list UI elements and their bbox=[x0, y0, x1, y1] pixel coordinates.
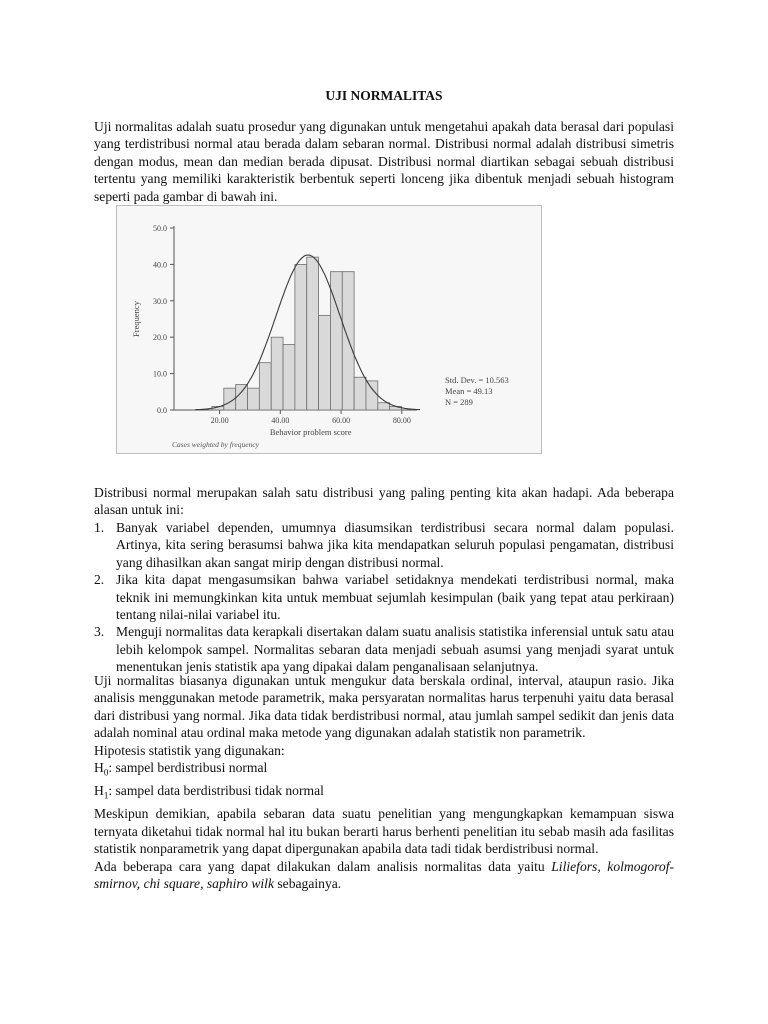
list-item-text: Jika kita dapat mengasumsikan bahwa variabel setidaknya mendekati terdistribusi normal, maka teknik ini memungkinkan kita untuk membuat sejumlah kesimpulan (baik yang tepat atau perkiraan) tentang nilai-nilai variabel itu. bbox=[116, 572, 674, 623]
histogram-bar bbox=[283, 344, 295, 410]
list-item-number: 2. bbox=[94, 572, 105, 588]
x-tick-label: 60.00 bbox=[332, 416, 351, 425]
methods-end: sebagainya. bbox=[273, 875, 342, 891]
reasons-list bbox=[94, 519, 674, 676]
histogram-bar bbox=[354, 377, 366, 410]
h1-text: : sampel data berdistribusi tidak normal bbox=[108, 783, 324, 799]
histogram-bar bbox=[248, 388, 260, 410]
y-tick-label: 40.0 bbox=[153, 260, 167, 270]
hypothesis-h0 bbox=[94, 759, 674, 782]
histogram-bar bbox=[295, 264, 307, 410]
hypothesis-h1 bbox=[94, 782, 674, 805]
usage-paragraph: Uji normalitas biasanya digunakan untuk mengukur data berskala ordinal, interval, ataupun rasio. Jika analisis menggunakan metode parametrik, maka persyaratan normalitas harus terpenuhi yaitu data berasal dari distribusi yang normal. Jika data tidak berdistribusi normal, atau jumlah sampel sedikit dan jenis data adalah nominal atau ordinal maka metode yang digunakan adalah statistik non parametrik. bbox=[94, 673, 674, 741]
hypothesis-title: Hipotesis statistik yang digunakan: bbox=[94, 742, 285, 758]
list-item bbox=[94, 571, 674, 623]
methods-list: Liliefors, kolmogorof-smirnov, chi square, saphiro wilk bbox=[94, 858, 674, 891]
page-title: UJI NORMALITAS bbox=[325, 88, 443, 103]
y-tick-label: 20.0 bbox=[153, 333, 167, 343]
list-item-number: 3. bbox=[94, 624, 105, 640]
histogram-chart bbox=[117, 206, 541, 453]
chart-footnote: Cases weighted by frequency bbox=[172, 440, 259, 449]
list-item-text: Menguji normalitas data kerapkali disertakan dalam suatu analisis statistika inferensial untuk satu atau lebih kelompok sampel. Normalitas sebaran data menjadi sebuah asumsi yang menjadi syarat untuk menentukan jenis statistik apa yang dipakai dalam penganalisaan selanjutnya. bbox=[116, 624, 674, 675]
intro-paragraph: Uji normalitas adalah suatu prosedur yang digunakan untuk mengetahui apakah data berasal dari populasi yang terdistribusi normal atau berada dalam sebaran normal. Distribusi normal adalah distribusi simetris dengan modus, mean dan median berada dipusat. Distribusi normal diartikan sebagai sebuah distribusi tertentu yang memiliki karakteristik berbentuk seperti lonceng jika dibentuk menjadi sebuah histogram seperti pada gambar di bawah ini. bbox=[94, 119, 674, 204]
list-item-number: 1. bbox=[94, 520, 105, 535]
histogram-bar bbox=[259, 363, 271, 410]
histogram-bar bbox=[342, 272, 354, 410]
however-paragraph: Meskipun demikian, apabila sebaran data suatu penelitian yang mengungkapkan kemampuan siswa ternyata diketahui tidak normal hal itu bukan berarti harus berhenti penelitian itu sebab masih ada fasilitas statistik nonparametrik yang dapat dipergunakan apabila data tadi tidak berdistribusi normal. bbox=[94, 806, 674, 857]
list-item bbox=[94, 519, 674, 571]
y-tick-label: 10.0 bbox=[153, 369, 167, 379]
histogram-bar bbox=[366, 381, 378, 410]
stats-label: Mean = 49.13 bbox=[445, 386, 493, 396]
list-item bbox=[94, 623, 674, 675]
histogram-bar bbox=[236, 385, 248, 410]
stats-label: N = 289 bbox=[445, 397, 473, 407]
histogram-figure bbox=[116, 205, 542, 454]
x-tick-label: 20.00 bbox=[210, 416, 229, 425]
h0-label: H bbox=[94, 760, 104, 776]
h1-subscript: 1 bbox=[103, 790, 109, 801]
y-tick-label: 30.0 bbox=[153, 296, 167, 306]
x-tick-label: 40.00 bbox=[271, 416, 290, 425]
histogram-bar bbox=[378, 403, 390, 410]
stats-label: Std. Dev. = 10.563 bbox=[445, 375, 509, 385]
y-axis-label: Frequency bbox=[131, 301, 141, 337]
h0-text: : sampel berdistribusi normal bbox=[108, 760, 268, 776]
h0-subscript: 0 bbox=[103, 767, 109, 778]
reasons-intro: Distribusi normal merupakan salah satu distribusi yang paling penting kita akan hadapi. Ada beberapa alasan untuk ini: bbox=[94, 485, 674, 518]
x-axis-label: Behavior problem score bbox=[269, 427, 352, 437]
list-item-text: Banyak variabel dependen, umumnya diasumsikan terdistribusi secara normal dalam populasi. Artinya, kita sering berasumsi bahwa jika kita mendapatkan seluruh populasi pengamatan, distribusi yang dihasilkan akan sangat mirip dengan distribusi normal. bbox=[116, 520, 674, 570]
histogram-bar bbox=[307, 257, 319, 410]
histogram-bar bbox=[271, 337, 283, 410]
body-section bbox=[94, 672, 674, 892]
methods-paragraph bbox=[94, 858, 674, 893]
methods-text: Ada beberapa cara yang dapat dilakukan dalam analisis normalitas data yaitu bbox=[94, 858, 552, 874]
h1-label: H bbox=[94, 783, 104, 799]
y-tick-label: 50.0 bbox=[153, 224, 167, 233]
x-tick-label: 80.00 bbox=[392, 416, 411, 425]
histogram-bar bbox=[319, 315, 331, 410]
y-tick-label: 0.0 bbox=[157, 406, 167, 415]
